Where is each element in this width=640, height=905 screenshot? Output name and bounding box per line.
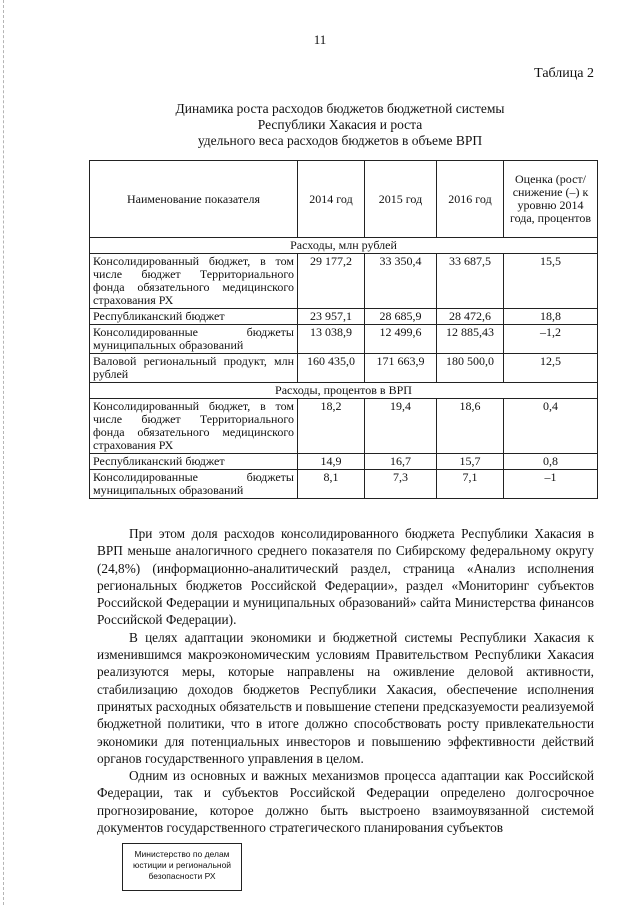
section-row bbox=[90, 383, 598, 399]
cell-name: Валовой региональный продукт, млн рублей bbox=[90, 354, 298, 383]
table-row bbox=[90, 309, 598, 325]
cell-2015: 7,3 bbox=[365, 470, 437, 499]
cell-2014: 14,9 bbox=[298, 454, 365, 470]
cell-name: Консолидированные бюджеты муниципальных образований bbox=[90, 470, 298, 499]
section-title-expenses-percent: Расходы, процентов в ВРП bbox=[90, 383, 598, 399]
table-header-row bbox=[90, 161, 598, 238]
cell-name: Республиканский бюджет bbox=[90, 309, 298, 325]
cell-2014: 13 038,9 bbox=[298, 325, 365, 354]
cell-estimate: –1,2 bbox=[504, 325, 598, 354]
body-text bbox=[97, 525, 594, 836]
paragraph: При этом доля расходов консолидированного бюджета Республики Хакасия в ВРП меньше аналогичного среднего показателя по Сибирскому федеральному округу (24,8%) (информационно-аналитический раздел, страница «Анализ исполнения региональных бюджетов Российской Федерации», раздел «Мониторинг субъектов Российской Федерации и муниципальных образований» сайта Министерства финансов Российской Федерации). bbox=[97, 526, 594, 628]
cell-2014: 29 177,2 bbox=[298, 254, 365, 309]
section-row bbox=[90, 238, 598, 254]
stamp-line: безопасности РХ bbox=[148, 871, 216, 881]
table-row bbox=[90, 399, 598, 454]
cell-2016: 15,7 bbox=[437, 454, 504, 470]
cell-2015: 12 499,6 bbox=[365, 325, 437, 354]
header-2014: 2014 год bbox=[298, 161, 365, 238]
cell-2015: 28 685,9 bbox=[365, 309, 437, 325]
cell-estimate: 0,4 bbox=[504, 399, 598, 454]
ministry-stamp bbox=[122, 843, 242, 891]
paragraph: Одним из основных и важных механизмов процесса адаптации как Российской Федерации, так и субъектов Российской Федерации определено долгосрочное прогнозирование, которое должно быть выстроено взаимоувязанной системой документов государственного стратегического планирования субъектов bbox=[97, 768, 594, 836]
table-row bbox=[90, 454, 598, 470]
section-title-expenses-mln: Расходы, млн рублей bbox=[90, 238, 598, 254]
scan-edge-line bbox=[3, 0, 4, 905]
table-label: Таблица 2 bbox=[534, 66, 594, 81]
cell-2015: 16,7 bbox=[365, 454, 437, 470]
cell-2016: 18,6 bbox=[437, 399, 504, 454]
header-indicator-name: Наименование показателя bbox=[90, 161, 298, 238]
cell-2016: 33 687,5 bbox=[437, 254, 504, 309]
caption-line: Динамика роста расходов бюджетов бюджетной системы bbox=[175, 101, 505, 116]
header-estimate: Оценка (рост/снижение (–) к уровню 2014 года, процентов bbox=[504, 161, 598, 238]
table-row bbox=[90, 354, 598, 383]
cell-2015: 33 350,4 bbox=[365, 254, 437, 309]
table-row bbox=[90, 470, 598, 499]
header-2016: 2016 год bbox=[437, 161, 504, 238]
cell-name: Консолидированный бюджет, в том числе бюджет Территориального фонда обязательного медицинского страхования РХ bbox=[90, 399, 298, 454]
cell-2016: 12 885,43 bbox=[437, 325, 504, 354]
paragraph: В целях адаптации экономики и бюджетной системы Республики Хакасия к изменившимся макроэкономическим условиям Правительством Республики Хакасия реализуются меры, которые направлены на оживление деловой активности, стабилизацию доходов бюджетов Республики Хакасия, обеспечение исполнения принятых расходных обязательств и повышение степени предсказуемости реализуемой бюджетной политики, что в итоге должно способствовать росту привлекательности экономики для потенциальных инвесторов и повышению эффективности действий органов государственного управления в целом. bbox=[97, 629, 594, 766]
cell-2015: 171 663,9 bbox=[365, 354, 437, 383]
cell-2016: 7,1 bbox=[437, 470, 504, 499]
caption-line: удельного веса расходов бюджетов в объеме ВРП bbox=[197, 133, 483, 148]
table-caption bbox=[90, 101, 590, 149]
cell-name: Консолидированные бюджеты муниципальных образований bbox=[90, 325, 298, 354]
cell-estimate: 0,8 bbox=[504, 454, 598, 470]
stamp-line: юстиции и региональной bbox=[132, 860, 232, 870]
cell-estimate: –1 bbox=[504, 470, 598, 499]
cell-2014: 23 957,1 bbox=[298, 309, 365, 325]
cell-2014: 18,2 bbox=[298, 399, 365, 454]
cell-name: Республиканский бюджет bbox=[90, 454, 298, 470]
cell-2015: 19,4 bbox=[365, 399, 437, 454]
cell-name: Консолидированный бюджет, в том числе бюджет Территориального фонда обязательного медицинского страхования РХ bbox=[90, 254, 298, 309]
stamp-line: Министерство по делам bbox=[134, 849, 230, 859]
cell-2014: 8,1 bbox=[298, 470, 365, 499]
table-row bbox=[90, 325, 598, 354]
header-2015: 2015 год bbox=[365, 161, 437, 238]
budget-dynamics-table bbox=[89, 160, 598, 499]
table-row bbox=[90, 254, 598, 309]
cell-2016: 180 500,0 bbox=[437, 354, 504, 383]
caption-line: Республики Хакасия и роста bbox=[257, 117, 423, 132]
cell-estimate: 12,5 bbox=[504, 354, 598, 383]
cell-estimate: 18,8 bbox=[504, 309, 598, 325]
cell-2016: 28 472,6 bbox=[437, 309, 504, 325]
page-number: 11 bbox=[313, 32, 327, 47]
cell-estimate: 15,5 bbox=[504, 254, 598, 309]
cell-2014: 160 435,0 bbox=[298, 354, 365, 383]
